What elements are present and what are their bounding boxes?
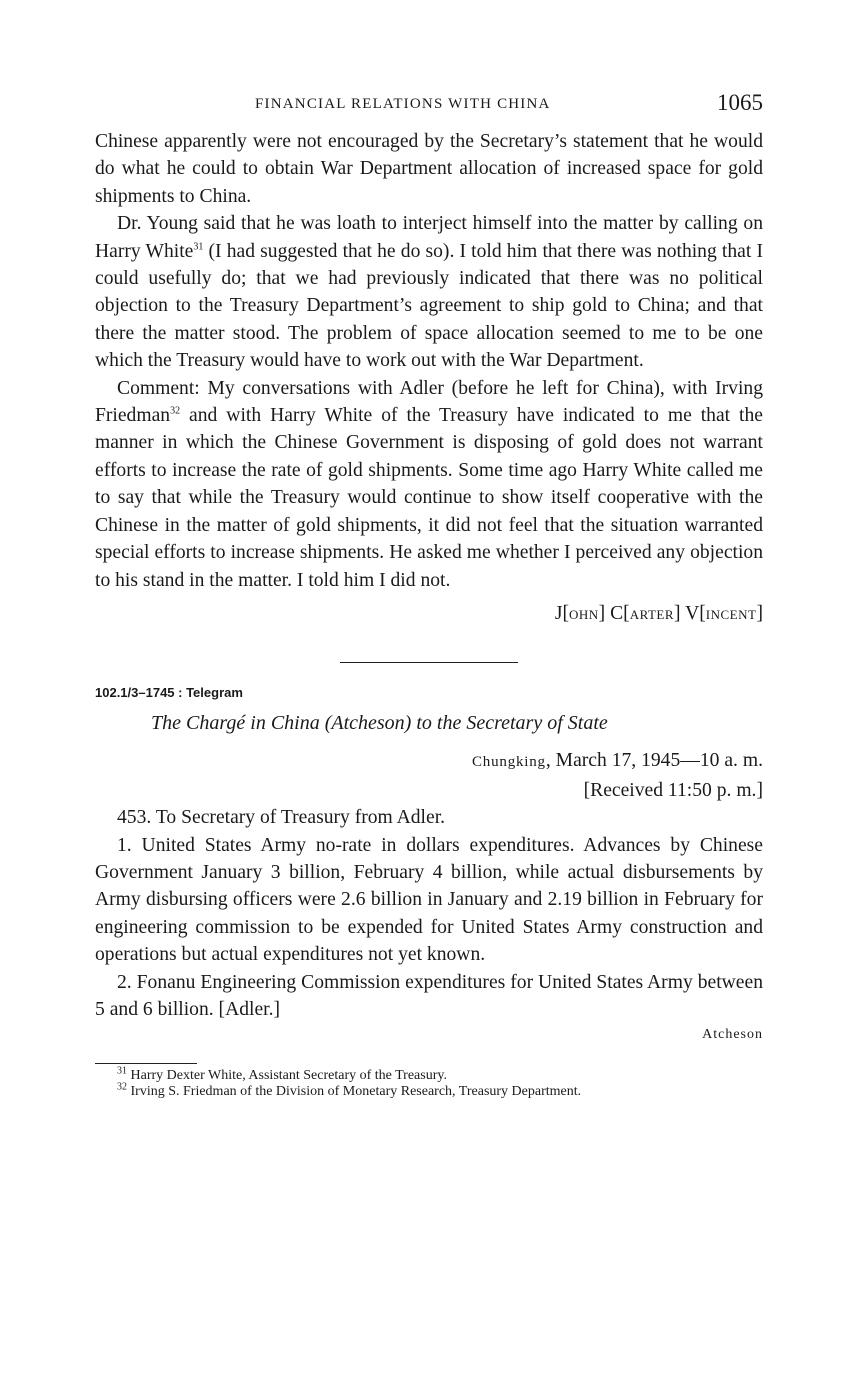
telegram-signature: Atcheson bbox=[702, 1027, 763, 1043]
footnote-31 bbox=[95, 1065, 763, 1084]
footnote-divider bbox=[95, 1063, 197, 1064]
telegram-body bbox=[95, 804, 763, 1023]
dateline-received: [Received 11:50 p. m.] bbox=[583, 779, 763, 801]
page-number: 1065 bbox=[717, 90, 763, 115]
footnote-ref-32: 32 bbox=[170, 405, 181, 417]
memo-paragraph-3-text-a: Comment: My conversations with Adler (before he left for China), with Irving Friedman bbox=[95, 377, 763, 427]
memo-paragraph-1: Chinese apparently were not encouraged by the Secretary’s statement that he would do what he could to obtain War Department allocation of increased space for gold shipments to China. bbox=[95, 131, 763, 207]
dateline-sent bbox=[95, 747, 763, 776]
dateline-date: , March 17, 1945—10 a. m. bbox=[545, 750, 763, 772]
footnote-mark: 31 bbox=[117, 1065, 127, 1077]
sig-part: J[ bbox=[554, 602, 569, 624]
footnote-mark: 32 bbox=[117, 1081, 127, 1093]
document-page bbox=[95, 88, 763, 1100]
footnote-32 bbox=[95, 1081, 763, 1100]
telegram-paragraph-2: 1. United States Army no-rate in dollars expenditures. Advances by Chinese Government January 3 billion, February 4 billion, while actual disbursements by Army disbursing officers were 2.6 billion in January and 2.19 billion in February for engineering commission to be expended for United States Army construction and operations but actual expenditures not yet known. bbox=[95, 834, 763, 966]
sig-part: ] C[ bbox=[598, 602, 630, 624]
sig-part: INCENT bbox=[705, 606, 757, 622]
telegram-dateline bbox=[95, 747, 763, 804]
telegram-title: The Chargé in China (Atcheson) to the Secretary of State bbox=[151, 712, 608, 735]
footnote-text: Harry Dexter White, Assistant Secretary of the Treasury. bbox=[127, 1068, 447, 1084]
memo-body bbox=[95, 128, 763, 594]
sig-part: ] bbox=[756, 602, 763, 624]
memo-paragraph-2-text-a: Dr. Young said that he was loath to interject himself into the matter by calling on Harry White bbox=[95, 213, 763, 262]
running-title: FINANCIAL RELATIONS WITH CHINA bbox=[255, 96, 551, 112]
memo-paragraph-3 bbox=[95, 375, 763, 594]
sig-part: ] V[ bbox=[674, 602, 706, 624]
footnote-ref-31: 31 bbox=[193, 241, 204, 253]
telegram-paragraph-1: 453. To Secretary of Treasury from Adler. bbox=[117, 807, 446, 829]
sig-part: ARTER bbox=[629, 606, 675, 622]
memo-paragraph-2 bbox=[95, 210, 763, 374]
telegram-file-reference: 102.1/3–1745 : Telegram bbox=[95, 685, 243, 701]
dateline-place: Chungking bbox=[471, 754, 546, 771]
footnote-text: Irving S. Friedman of the Division of Monetary Research, Treasury Department. bbox=[127, 1084, 582, 1100]
sig-part: OHN bbox=[569, 606, 599, 622]
memo-paragraph-3-text-b: and with Harry White of the Treasury have indicated to me that the manner in which the Chinese Government is disposing of gold does not warrant efforts to increase the rate of gold shipments. Some time ago Harry White called me to say that while the Treasury would continue to show itself cooperative with the Chinese in the matter of gold shipments, it did not feel that the situation warranted special efforts to increase shipments. He asked me whether I perceived any objection to his stand in the matter. I told him I did not. bbox=[95, 405, 763, 591]
section-divider bbox=[340, 662, 518, 663]
footnotes bbox=[95, 1065, 763, 1100]
memo-signature bbox=[95, 600, 763, 628]
page-header bbox=[95, 88, 763, 128]
telegram-paragraph-3: 2. Fonanu Engineering Commission expenditures for United States Army between 5 and 6 billion. [Adler.] bbox=[95, 971, 763, 1020]
memo-paragraph-2-text-b: (I had suggested that he do so). I told him that there was nothing that I could usefully do; that we had previously indicated that there was no political objection to the Treasury Department’s agreement to ship gold to China; and that there the matter stood. The problem of space allocation seemed to me to be one which the Treasury would have to work out with the War Department. bbox=[95, 240, 763, 372]
